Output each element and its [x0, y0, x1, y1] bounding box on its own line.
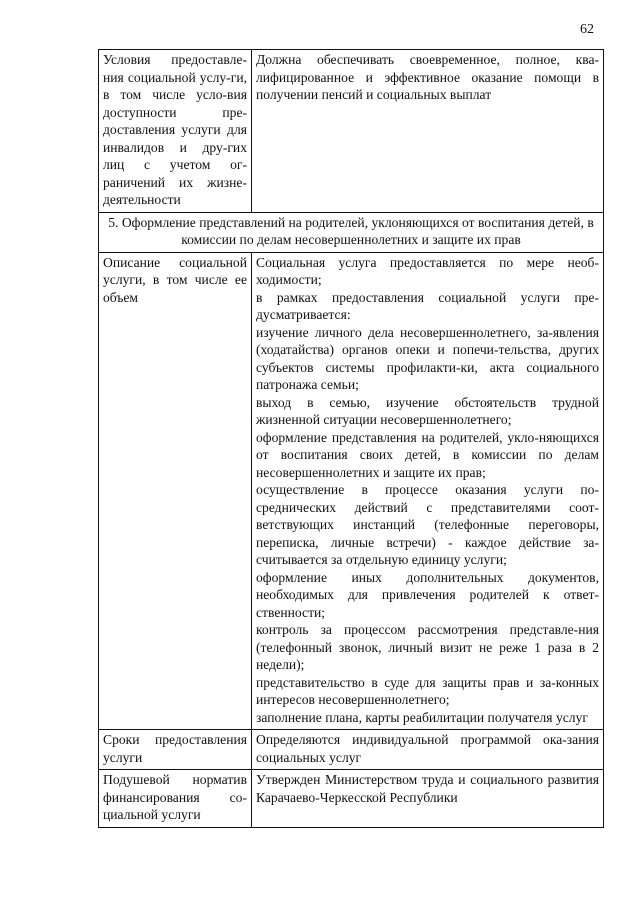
description-line: представительство в суде для защиты прав и за-конных интересов несовершеннолетнего;: [256, 674, 599, 707]
terms-value: Определяются индивидуальной программой ока-зания социальных услуг: [252, 730, 604, 770]
description-line: выход в семью, изучение обстоятельств трудной жизненной ситуации несовершеннолетнего;: [256, 394, 599, 427]
description-line: заполнение плана, карты реабилитации получателя услуг: [256, 709, 588, 725]
service-table: [98, 49, 604, 828]
description-line: изучение личного дела несовершеннолетнего, за-явления (ходатайства) органов опеки и попечи-тельства, других субъектов системы профилакти-ки, акта социального патронажа семьи;: [256, 324, 599, 392]
description-value: [252, 252, 604, 730]
description-line: Социальная услуга предоставляется по мере необ-ходимости;: [256, 254, 599, 287]
table-row-funding: [99, 770, 604, 828]
table-row-description: [99, 252, 604, 730]
description-line: оформление представления на родителей, укло-няющихся от воспитания своих детей, в комиссии по делам несовершеннолетних и защите их прав;: [256, 429, 599, 480]
funding-value: Утвержден Министерством труда и социального развития Карачаево-Черкесской Республики: [252, 770, 604, 828]
table-row-terms: [99, 730, 604, 770]
conditions-label: Условия предоставле-ния социальной услу-ги, в том числе усло-вия доступности пре-доставления услуги для инвалидов и дру-гих лиц с учетом ог-раничений их жизне-деятельности: [99, 50, 252, 213]
table-row-section: [99, 212, 604, 252]
funding-label: Подушевой норматив финансирования со-циальной услуги: [99, 770, 252, 828]
description-line: осуществление в процессе оказания услуги по-среднических действий с представителями соот-ветствующих инстанций (телефонные переговоры, переписка, личные встречи) - каждое действие за-считывается за отдельную единицу услуги;: [256, 482, 599, 567]
description-line: контроль за процессом рассмотрения представле-ния (телефонный звонок, личный визит не реже 1 раза в 2 недели);: [256, 622, 599, 672]
description-line: оформление иных дополнительных документов, необходимых для привлечения родителей к ответ-ственности;: [256, 569, 599, 620]
section-title: 5. Оформление представлений на родителей, уклоняющихся от воспитания детей, в комиссии по делам несовершеннолетних и защите их прав: [99, 212, 604, 252]
terms-label: Сроки предоставления услуги: [99, 730, 252, 770]
table-row-conditions: [99, 50, 604, 213]
page-number: 62: [580, 22, 594, 37]
description-label: Описание социальной услуги, в том числе ее объем: [99, 252, 252, 730]
conditions-value: Должна обеспечивать своевременное, полное, ква-лифицированное и эффективное оказание помощи в получении пенсий и социальных выплат: [252, 50, 604, 213]
description-line: в рамках предоставления социальной услуги пре-дусматривается:: [256, 289, 599, 322]
